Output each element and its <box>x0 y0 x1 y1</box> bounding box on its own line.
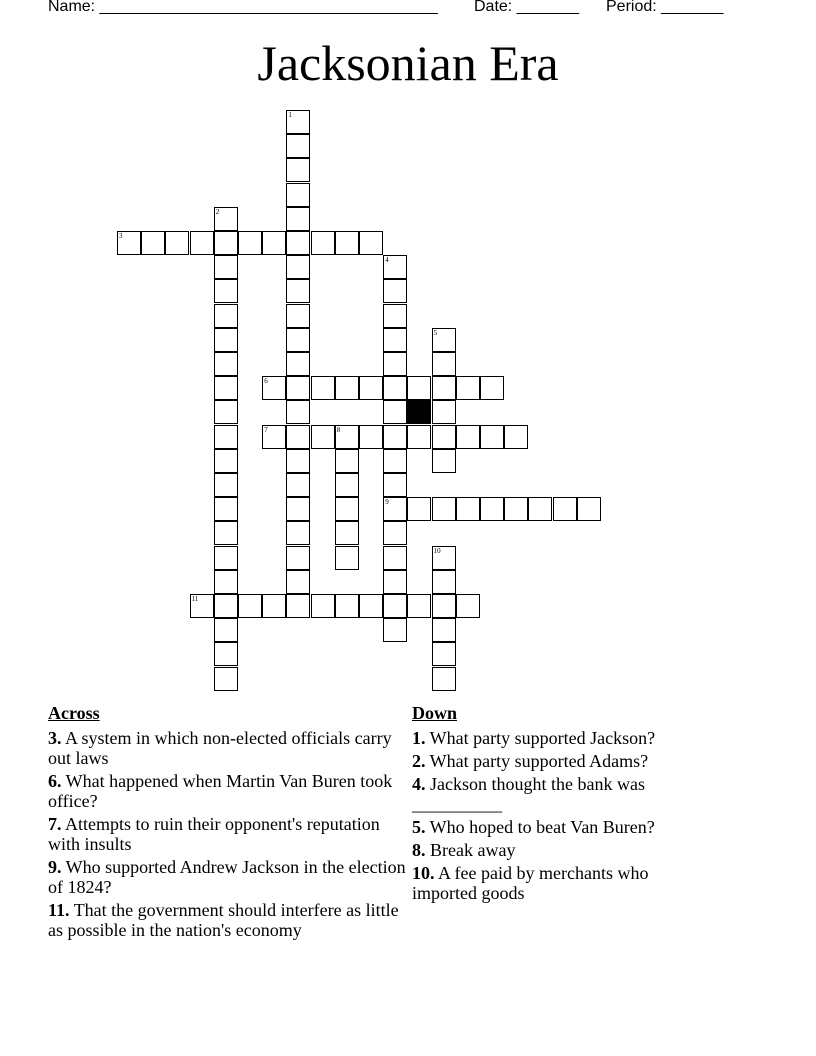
grid-cell[interactable] <box>238 231 262 255</box>
clue-number-label: 7. <box>48 814 62 834</box>
grid-cell[interactable] <box>456 425 480 449</box>
grid-cell[interactable] <box>286 134 310 158</box>
down-heading: Down <box>412 703 458 723</box>
grid-cell[interactable] <box>577 497 601 521</box>
grid-cell[interactable] <box>214 400 238 424</box>
clue-number-label: 9. <box>48 857 62 877</box>
grid-cell[interactable] <box>432 570 456 594</box>
clue-text: What happened when Martin Van Buren took office? <box>48 771 393 811</box>
clue-number: 3 <box>119 232 123 240</box>
grid-cell[interactable] <box>286 352 310 376</box>
grid-cell[interactable] <box>286 400 310 424</box>
clue-text: Who supported Andrew Jackson in the election of 1824? <box>48 857 406 897</box>
clue-number-label: 8. <box>412 840 426 860</box>
down-clue <box>412 751 712 771</box>
clue-number: 7 <box>264 425 268 434</box>
across-clue <box>48 814 410 854</box>
down-clue <box>412 863 712 903</box>
clue-number: 5 <box>433 328 438 337</box>
grid-cell[interactable] <box>383 618 407 642</box>
grid-cell[interactable] <box>214 497 238 521</box>
grid-cell[interactable] <box>286 279 310 303</box>
grid-cell[interactable] <box>311 425 335 449</box>
grid-cell[interactable] <box>456 594 480 618</box>
clue-number: 6 <box>264 377 268 386</box>
grid-cell[interactable] <box>480 425 504 449</box>
grid-cell[interactable] <box>383 521 407 545</box>
grid-cell[interactable] <box>432 328 456 352</box>
grid-cell[interactable] <box>214 521 238 545</box>
clue-number: 10 <box>433 546 441 555</box>
grid-cell[interactable] <box>383 546 407 570</box>
grid-cell[interactable] <box>286 497 310 521</box>
grid-cell[interactable] <box>456 376 480 400</box>
grid-cell[interactable] <box>359 231 383 255</box>
grid-cell[interactable] <box>214 570 238 594</box>
clue-number: 4 <box>385 256 389 265</box>
clue-text: Break away <box>425 840 516 860</box>
grid-cell[interactable] <box>383 376 407 400</box>
grid-cell[interactable] <box>165 231 189 255</box>
grid-cell[interactable] <box>286 521 310 545</box>
grid-cell[interactable] <box>335 425 359 449</box>
grid-cell[interactable] <box>383 449 407 473</box>
grid-cell[interactable] <box>286 231 310 255</box>
grid-cell[interactable] <box>335 231 359 255</box>
grid-cell[interactable] <box>432 400 456 424</box>
grid-cell[interactable] <box>383 279 407 303</box>
down-clues <box>412 703 712 906</box>
grid-cell[interactable] <box>504 497 528 521</box>
grid-cell[interactable] <box>359 425 383 449</box>
down-clue <box>412 817 712 837</box>
grid-cell[interactable] <box>432 449 456 473</box>
grid-cell[interactable] <box>141 231 165 255</box>
grid-cell[interactable] <box>504 425 528 449</box>
grid-cell[interactable] <box>262 425 286 449</box>
grid-cell[interactable] <box>286 473 310 497</box>
down-clue-list <box>412 728 712 903</box>
grid-cell[interactable] <box>528 497 552 521</box>
grid-cell[interactable] <box>262 594 286 618</box>
grid-cell[interactable] <box>214 594 238 618</box>
grid-cell[interactable] <box>214 352 238 376</box>
grid-cell[interactable] <box>432 497 456 521</box>
grid-cell[interactable] <box>335 594 359 618</box>
grid-cell[interactable] <box>214 304 238 328</box>
clue-number: 11 <box>191 595 199 603</box>
grid-cell[interactable] <box>286 376 310 400</box>
grid-cell[interactable] <box>335 376 359 400</box>
grid-cell[interactable] <box>214 425 238 449</box>
grid-cell[interactable] <box>286 594 310 618</box>
grid-cell[interactable] <box>262 376 286 400</box>
clue-number-label: 10. <box>412 863 435 883</box>
grid-cell[interactable] <box>214 207 238 231</box>
grid-cell[interactable] <box>480 376 504 400</box>
grid-cell[interactable] <box>214 546 238 570</box>
grid-cell[interactable] <box>286 546 310 570</box>
clue-number-label: 4. <box>412 774 426 794</box>
across-clue-list <box>48 728 410 940</box>
clue-number-label: 5. <box>412 817 426 837</box>
across-heading: Across <box>48 703 100 723</box>
grid-cell[interactable] <box>214 255 238 279</box>
grid-cell[interactable] <box>383 304 407 328</box>
grid-cell[interactable] <box>214 376 238 400</box>
clue-number: 2 <box>215 207 220 216</box>
across-clue <box>48 728 410 768</box>
grid-cell[interactable] <box>286 207 310 231</box>
grid-cell[interactable] <box>214 231 238 255</box>
grid-cell[interactable] <box>432 352 456 376</box>
page-title: Jacksonian Era <box>257 35 559 91</box>
grid-cell[interactable] <box>383 400 407 424</box>
grid-cell[interactable] <box>286 449 310 473</box>
period-field[interactable]: Period: _______ <box>606 0 724 15</box>
grid-cell[interactable] <box>190 231 214 255</box>
date-field[interactable]: Date: _______ <box>474 0 579 15</box>
grid-cell[interactable] <box>286 425 310 449</box>
clue-number: 9 <box>385 498 389 507</box>
across-clue <box>48 900 410 940</box>
grid-cell[interactable] <box>407 425 431 449</box>
grid-cell[interactable] <box>407 376 431 400</box>
grid-cell[interactable] <box>383 328 407 352</box>
grid-cell[interactable] <box>214 328 238 352</box>
name-field[interactable]: Name: ______________________________________ <box>48 0 438 15</box>
clue-number-label: 6. <box>48 771 62 791</box>
clue-number-label: 11. <box>48 900 70 920</box>
clue-text: Attempts to ruin their opponent's reputation with insults <box>48 814 380 854</box>
grid-cell[interactable] <box>432 642 456 666</box>
grid-cell[interactable] <box>214 667 238 691</box>
grid-cell[interactable] <box>383 352 407 376</box>
across-clue <box>48 771 410 811</box>
grid-cell[interactable] <box>286 304 310 328</box>
grid-cell[interactable] <box>383 497 407 521</box>
clue-text: That the government should interfere as little as possible in the nation's economy <box>48 900 399 940</box>
across-clues <box>48 703 410 943</box>
clue-number: 8 <box>336 425 341 434</box>
grid-cell[interactable] <box>335 521 359 545</box>
clue-text: Jackson thought the bank was __________ <box>412 774 645 814</box>
grid-cell[interactable] <box>214 642 238 666</box>
clue-text: What party supported Jackson? <box>425 728 656 748</box>
grid-cell[interactable] <box>407 594 431 618</box>
grid-cell[interactable] <box>286 183 310 207</box>
grid-cell[interactable] <box>214 618 238 642</box>
clue-number-label: 1. <box>412 728 426 748</box>
grid-cell[interactable] <box>407 497 431 521</box>
grid-cell[interactable] <box>432 618 456 642</box>
grid-cell[interactable] <box>214 279 238 303</box>
black-cell <box>407 400 431 424</box>
grid-cell[interactable] <box>335 473 359 497</box>
grid-cell[interactable] <box>432 546 456 570</box>
clue-text: A fee paid by merchants who imported goods <box>412 863 649 903</box>
grid-cell[interactable] <box>286 570 310 594</box>
grid-cell[interactable] <box>383 570 407 594</box>
grid-cell[interactable] <box>262 231 286 255</box>
grid-cell[interactable] <box>359 376 383 400</box>
grid-cell[interactable] <box>335 546 359 570</box>
grid-cell[interactable] <box>286 158 310 182</box>
grid-cell[interactable] <box>335 497 359 521</box>
grid-cell[interactable] <box>456 497 480 521</box>
grid-cell[interactable] <box>335 449 359 473</box>
grid-cell[interactable] <box>432 376 456 400</box>
clue-number: 1 <box>288 111 292 119</box>
grid-cell[interactable] <box>311 376 335 400</box>
grid-cell[interactable] <box>383 425 407 449</box>
grid-cell[interactable] <box>311 594 335 618</box>
grid-cell[interactable] <box>553 497 577 521</box>
clue-text: Who hoped to beat Van Buren? <box>425 817 655 837</box>
grid-cell[interactable] <box>432 425 456 449</box>
grid-cell[interactable] <box>383 594 407 618</box>
grid-cell[interactable] <box>432 594 456 618</box>
clue-text: What party supported Adams? <box>425 751 649 771</box>
down-clue <box>412 774 712 814</box>
grid-cell[interactable] <box>383 473 407 497</box>
grid-cell[interactable] <box>286 255 310 279</box>
across-clue <box>48 857 410 897</box>
grid-cell[interactable] <box>359 594 383 618</box>
clue-number-label: 3. <box>48 728 62 748</box>
grid-cell[interactable] <box>286 110 310 134</box>
down-clue <box>412 840 712 860</box>
grid-cell[interactable] <box>480 497 504 521</box>
grid-cell[interactable] <box>214 473 238 497</box>
grid-cell[interactable] <box>214 449 238 473</box>
grid-cell[interactable] <box>117 231 141 255</box>
down-clue <box>412 728 712 748</box>
clue-number-label: 2. <box>412 751 426 771</box>
grid-cell[interactable] <box>238 594 262 618</box>
grid-cell[interactable] <box>190 594 214 618</box>
grid-cell[interactable] <box>311 231 335 255</box>
grid-cell[interactable] <box>432 667 456 691</box>
grid-cell[interactable] <box>383 255 407 279</box>
clue-text: A system in which non-elected officials carry out laws <box>48 728 392 768</box>
grid-cell[interactable] <box>286 328 310 352</box>
